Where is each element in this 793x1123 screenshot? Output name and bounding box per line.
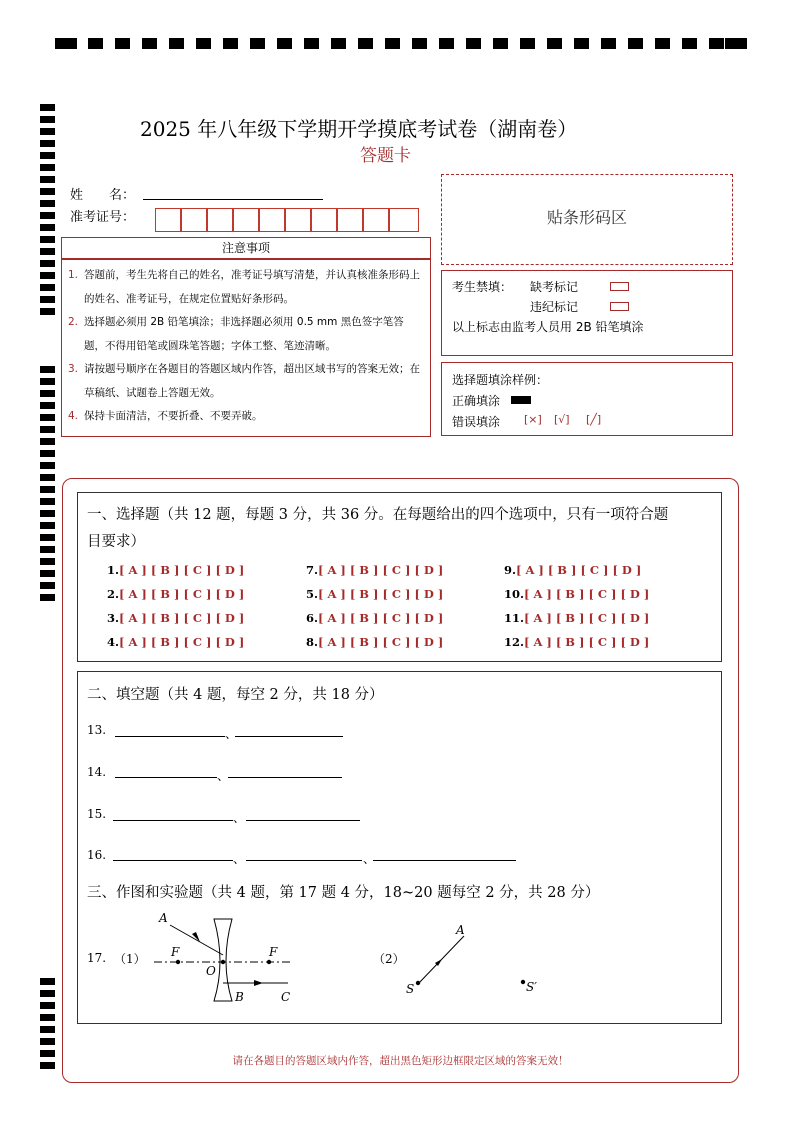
wrong-fill-label: 错误填涂 (452, 415, 501, 429)
exam-flags-label: 考生禁填： (452, 280, 513, 294)
separator: 、 (233, 811, 246, 825)
choice-row[interactable]: 6.[ A ] [ B ] [ C ] [ D ] (306, 611, 444, 625)
correct-fill-label: 正确填涂 (452, 394, 501, 408)
barcode-area: 贴条形码区 (441, 174, 733, 265)
choice-row[interactable]: 3.[ A ] [ B ] [ C ] [ D ] (107, 611, 245, 625)
part-label: （1） (114, 952, 146, 966)
section3-title: 三、作图和实验题（共 4 题，第 17 题 4 分，18~20 题每空 2 分，共 28 分） (87, 885, 600, 901)
question-number: 13. (87, 723, 107, 737)
id-digit-box[interactable] (285, 208, 311, 232)
answer-blank[interactable] (113, 860, 233, 861)
question-number: 16. (87, 848, 107, 862)
id-label: 准考证号： (70, 210, 136, 225)
label-s: S (406, 982, 415, 996)
label-s-prime: S′ (526, 980, 537, 994)
id-digit-box[interactable] (155, 208, 181, 232)
page-title: 2025 年八年级下学期开学摸底考试卷（湖南卷） (140, 117, 578, 141)
id-digit-box[interactable] (389, 208, 419, 232)
answer-blank[interactable] (246, 860, 362, 861)
label-a: A (159, 911, 168, 925)
part-label: （2） (373, 952, 405, 966)
arrow-head (192, 932, 200, 942)
id-digit-box[interactable] (233, 208, 259, 232)
section1-title: 一、选择题（共 12 题，每题 3 分，共 36 分。在每题给出的四个选项中，只有一项符合题 (87, 507, 669, 523)
reflection-diagram[interactable] (400, 920, 550, 1000)
id-digit-box[interactable] (259, 208, 285, 232)
label-c: C (281, 990, 291, 1004)
correct-fill-sample (511, 396, 531, 404)
choice-row[interactable]: 7.[ A ] [ B ] [ C ] [ D ] (306, 563, 444, 577)
separator: 、 (225, 727, 238, 741)
lens-diagram[interactable] (140, 905, 300, 1005)
choice-row[interactable]: 9.[ A ] [ B ] [ C ] [ D ] (504, 563, 642, 577)
answer-blank[interactable] (113, 820, 233, 821)
separator: 、 (217, 769, 230, 783)
answer-blank[interactable] (115, 777, 217, 778)
id-digit-box[interactable] (311, 208, 337, 232)
name-input-line[interactable] (143, 199, 323, 200)
label-b: B (235, 990, 244, 1004)
choice-row[interactable]: 10.[ A ] [ B ] [ C ] [ D ] (504, 587, 650, 601)
answer-blank[interactable] (246, 820, 360, 821)
flags-note: 以上标志由监考人员用 2B 铅笔填涂 (452, 320, 644, 334)
label-o: O (206, 964, 216, 978)
choice-row[interactable]: 11.[ A ] [ B ] [ C ] [ D ] (504, 611, 650, 625)
focus-point (176, 960, 180, 964)
label-a: A (456, 923, 465, 937)
answer-blank[interactable] (228, 777, 342, 778)
question-number: 14. (87, 765, 107, 779)
notice-item: 2. 选择题必须用 2B 铅笔填涂；非选择题必须用 0.5 mm 黑色签字笔答题，不得用铅笔或圆珠笔答题；字体工整、笔迹清晰。 (68, 316, 404, 352)
separator: 、 (363, 852, 376, 866)
question-number: 17. (87, 951, 107, 965)
point-s (416, 981, 420, 985)
id-digit-box[interactable] (207, 208, 233, 232)
choice-row[interactable]: 5.[ A ] [ B ] [ C ] [ D ] (306, 587, 444, 601)
choice-row[interactable]: 2.[ A ] [ B ] [ C ] [ D ] (107, 587, 245, 601)
absent-mark-label: 缺考标记 (530, 280, 579, 294)
fill-sample-label: 选择题填涂样例： (452, 373, 549, 387)
question-number: 15. (87, 807, 107, 821)
choice-row[interactable]: 1.[ A ] [ B ] [ C ] [ D ] (107, 563, 245, 577)
point-s-image (521, 980, 525, 984)
focus-point (267, 960, 271, 964)
section1-title-cont: 目要求） (87, 534, 145, 550)
answer-blank[interactable] (235, 736, 343, 737)
page-subtitle: 答题卡 (360, 146, 411, 166)
exam-flags-box (441, 270, 733, 356)
top-timing-marks (55, 38, 750, 50)
wrong-mark: [╱] (586, 413, 602, 426)
notice-item: 4. 保持卡面清洁，不要折叠、不要弄破。 (68, 410, 263, 422)
notice-item: 3. 请按题号顺序在各题目的答题区域内作答，超出区域书写的答案无效；在草稿纸、试题卷上答题无效。 (68, 363, 420, 399)
answer-blank[interactable] (373, 860, 516, 861)
wrong-mark: [×] (524, 413, 542, 426)
notice-body (61, 259, 431, 437)
arrow-head (254, 980, 263, 986)
section2-title: 二、填空题（共 4 题，每空 2 分，共 18 分） (87, 687, 384, 703)
notice-item: 1. 答题前，考生先将自己的姓名，准考证号填写清楚，并认真核准条形码上的姓名、准考证号，在规定位置贴好条形码。 (68, 269, 420, 305)
center-point (221, 960, 225, 964)
id-digit-box[interactable] (363, 208, 389, 232)
footer-note: 请在各题目的答题区域内作答，超出黑色矩形边框限定区域的答案无效！ (232, 1055, 569, 1067)
wrong-mark: [√] (554, 413, 570, 426)
violation-mark-box[interactable] (610, 302, 629, 311)
answer-blank[interactable] (115, 736, 225, 737)
label-f: F (171, 945, 180, 959)
fill-sample-box (441, 362, 733, 436)
id-digit-box[interactable] (181, 208, 207, 232)
absent-mark-box[interactable] (610, 282, 629, 291)
id-digit-box[interactable] (337, 208, 363, 232)
choice-row[interactable]: 8.[ A ] [ B ] [ C ] [ D ] (306, 635, 444, 649)
choice-row[interactable]: 4.[ A ] [ B ] [ C ] [ D ] (107, 635, 245, 649)
violation-mark-label: 违纪标记 (530, 300, 579, 314)
choice-row[interactable]: 12.[ A ] [ B ] [ C ] [ D ] (504, 635, 650, 649)
label-f: F (269, 945, 278, 959)
notice-title: 注意事项 (61, 237, 431, 259)
name-label: 姓 名： (70, 188, 136, 203)
separator: 、 (233, 852, 246, 866)
